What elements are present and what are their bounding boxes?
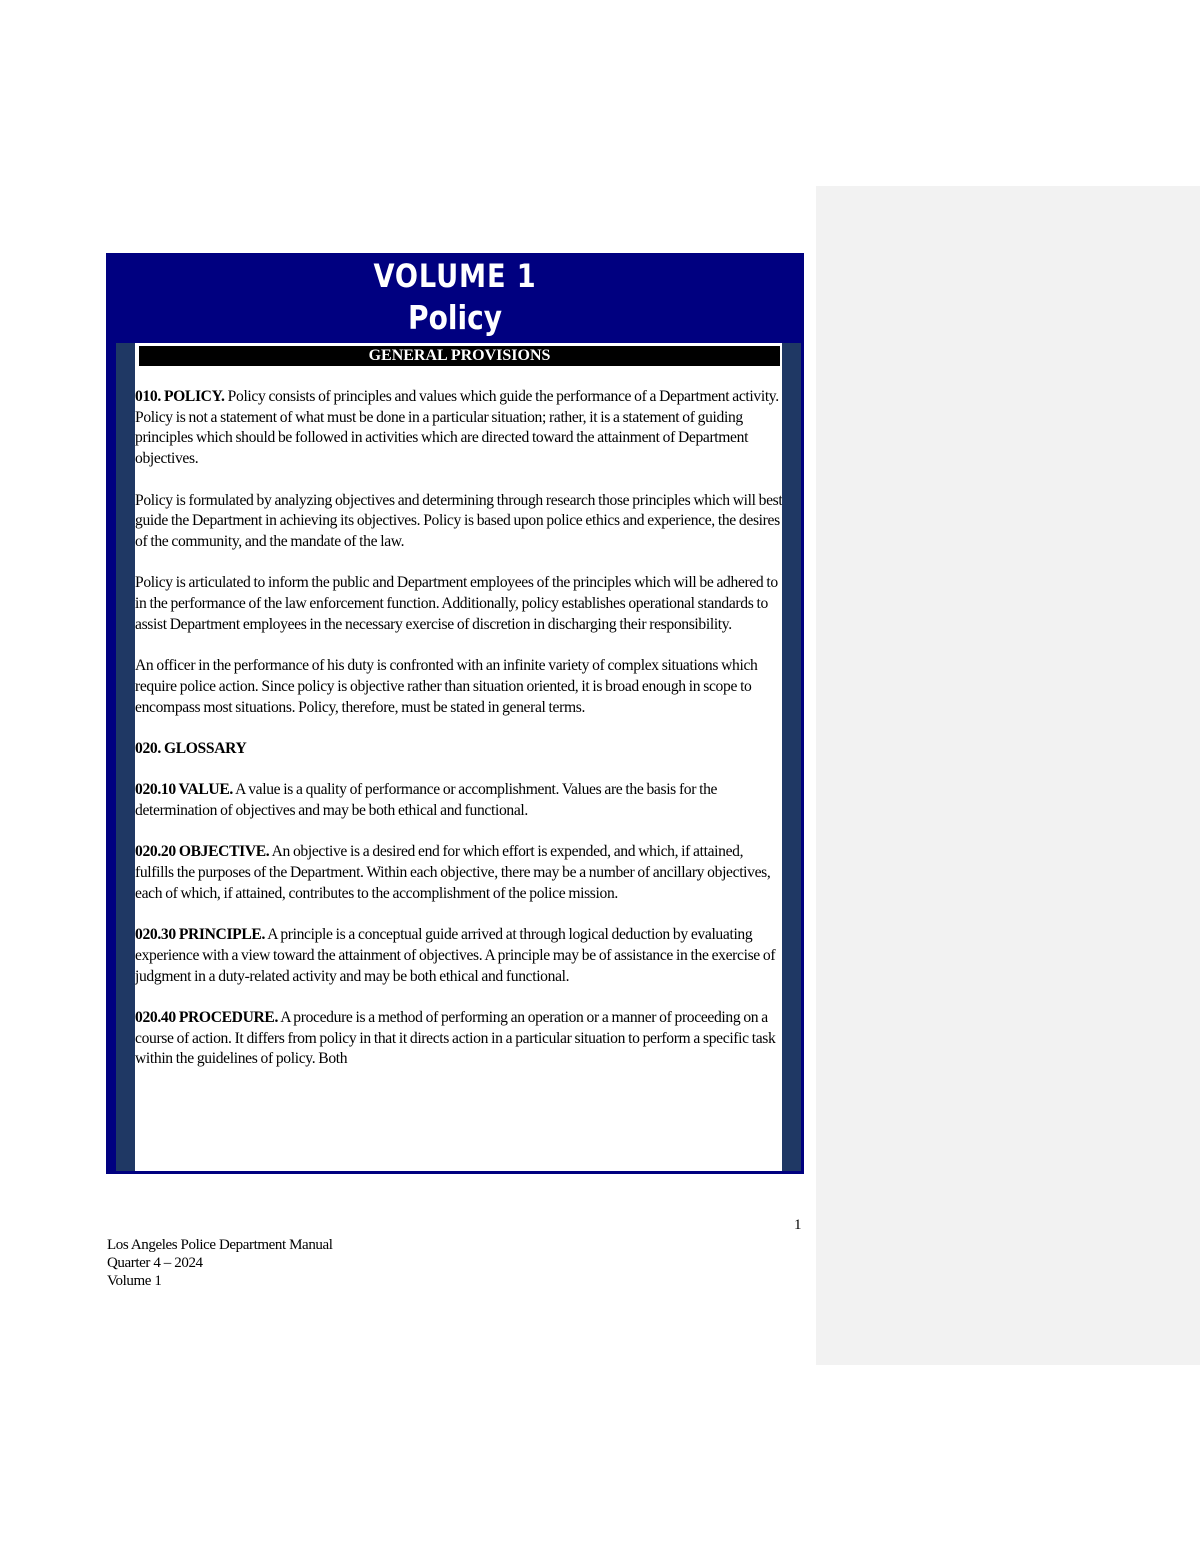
footer-quarter: Quarter 4 – 2024 <box>107 1255 203 1271</box>
paragraph-objective <box>135 842 782 904</box>
paragraph-text: Policy is articulated to inform the public and Department employees of the principles which will be adhered to in the performance of the law enforcement function. Additionally, policy establishes operational standards to assist Department employees in the necessary exercise of discretion in discharging their responsibility. <box>135 574 778 633</box>
paragraph-glossary <box>135 739 782 760</box>
paragraph-text: Policy consists of principles and values which guide the performance of a Department activity. Policy is not a statement of what must be done in a particular situation; rather, it is a statement of guiding principles which should be followed in activities which are directed toward the attainment of Department objectives. <box>135 388 779 468</box>
body-text <box>135 387 782 1091</box>
paragraph-officer <box>135 656 782 718</box>
footer-manual-title: Los Angeles Police Department Manual <box>107 1237 333 1253</box>
left-border-band <box>116 343 135 1171</box>
footer-volume: Volume 1 <box>107 1273 162 1289</box>
paragraph-text: An officer in the performance of his duty is confronted with an infinite variety of complex situations which require police action. Since policy is objective rather than situation oriented, it is broad enough in scope to encompass most situations. Policy, therefore, must be stated in general terms. <box>135 657 758 716</box>
paragraph-heading: 020.30 PRINCIPLE. <box>135 926 266 944</box>
paragraph-articulation <box>135 573 782 635</box>
paragraph-procedure <box>135 1008 782 1070</box>
page-number: 1 <box>794 1217 802 1233</box>
paragraph-heading: 020.10 VALUE. <box>135 781 233 799</box>
volume-title: VOLUME 1 <box>373 257 537 295</box>
paragraph-value <box>135 780 782 821</box>
paragraph-text: A procedure is a method of performing an operation or a manner of proceeding on a course of action. It differs from policy in that it directs action in a particular situation to perform a specific task within the guidelines of policy. Both <box>135 1008 776 1068</box>
volume-header <box>106 253 804 343</box>
paragraph-text: Policy is formulated by analyzing objectives and determining through research those principles which will best guide the Department in achieving its objectives. Policy is based upon police ethics and experience, the desires of the community, and the mandate of the law. <box>135 491 782 550</box>
paragraph-heading: 020. GLOSSARY <box>135 739 247 757</box>
paragraph-text: A value is a quality of performance or accomplishment. Values are the basis for the determination of objectives and may be both ethical and functional. <box>135 781 718 819</box>
paragraph-policy <box>135 387 782 470</box>
content-area <box>135 343 782 1171</box>
volume-frame <box>106 253 804 1174</box>
paragraph-text: An objective is a desired end for which effort is expended, and which, if attained, fulfills the purposes of the Department. Within each objective, there may be a number of ancillary objectives, each of which, if attained, contributes to the accomplishment of the police mission. <box>135 843 771 902</box>
paragraph-text: A principle is a conceptual guide arrived at through logical deduction by evaluating experience with a view toward the attainment of objectives. A principle may be of assistance in the exercise of judgment in a duty-related activity and may be both ethical and functional. <box>135 926 776 985</box>
paragraph-principle <box>135 925 782 987</box>
paragraph-formulation <box>135 491 782 553</box>
comment-pane <box>816 186 1200 1365</box>
section-title: GENERAL PROVISIONS <box>139 346 780 366</box>
paragraph-heading: 020.40 PROCEDURE. <box>135 1008 278 1026</box>
page-footer <box>107 1236 333 1290</box>
volume-subtitle: Policy <box>408 298 502 337</box>
right-border-band <box>782 343 801 1171</box>
paragraph-heading: 020.20 OBJECTIVE. <box>135 843 270 861</box>
paragraph-heading: 010. POLICY. <box>135 388 225 405</box>
